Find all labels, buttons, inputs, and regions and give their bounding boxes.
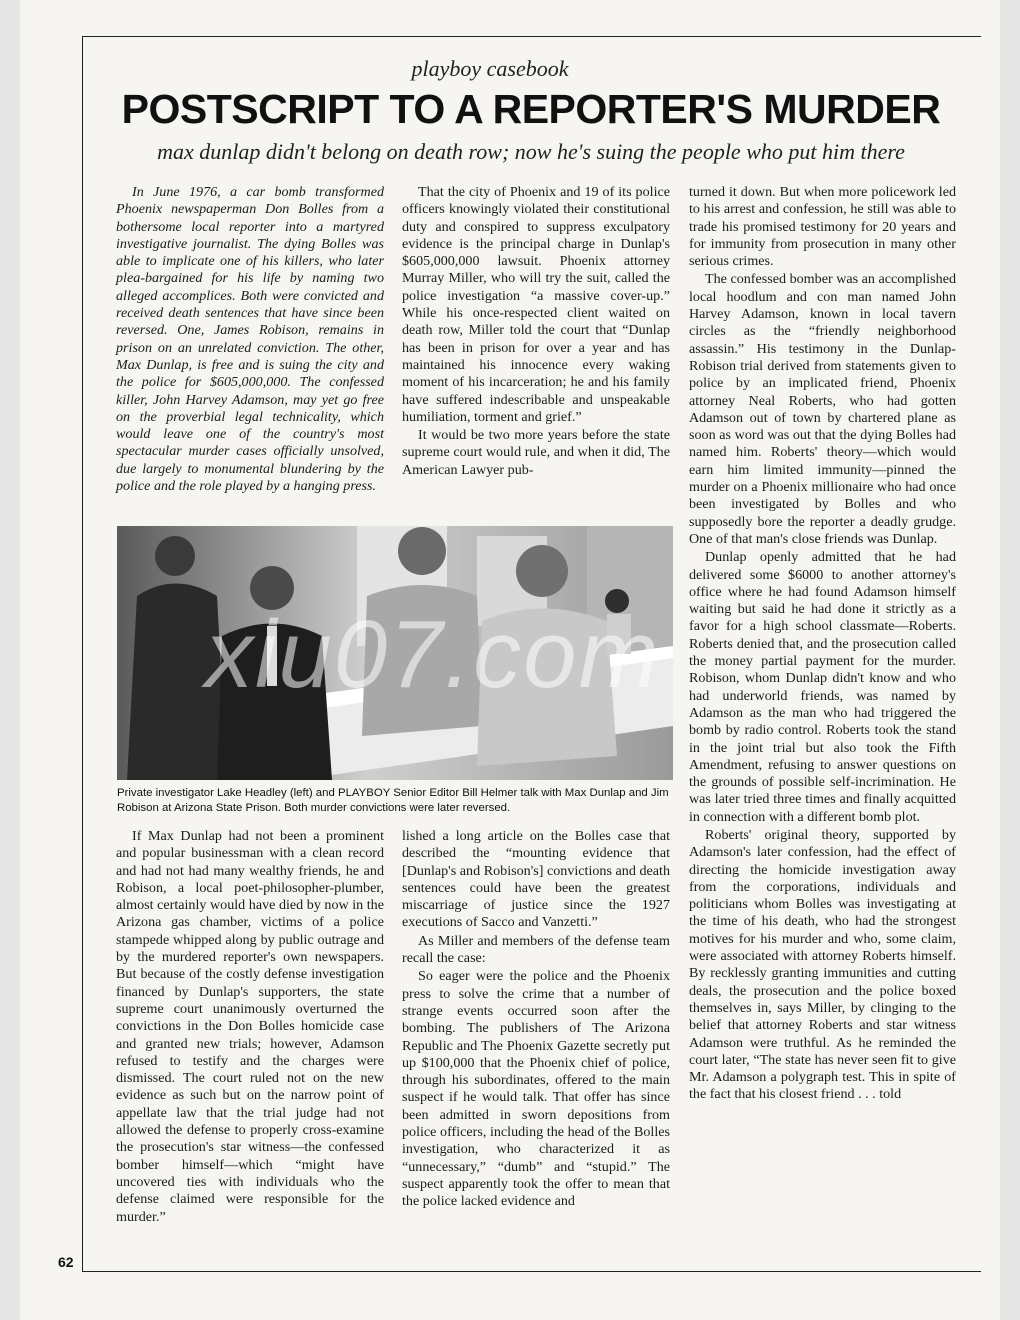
page-number: 62	[58, 1254, 74, 1270]
body-paragraph: The confessed bomber was an accomplished local hoodlum and con man named John Harvey Adamson, known in local tavern circles as the “friendly neighborhood assassin.” His testimony in the Dunlap-Robison trial derived from statements given to police by an implicated friend, Phoenix attorney Neal Roberts, who had gotten Adamson out of town by chartered plane as soon as word was out that the dying Bolles had named him. Roberts' theory—which would earn him limited immunity—pinned the murder on a Phoenix millionaire who had once been investigated by Bolles and who supposedly bore the reporter a deadly grudge. One of that man's close friends was Dunlap.	[689, 271, 956, 547]
photo-caption: Private investigator Lake Headley (left) and PLAYBOY Senior Editor Bill Helmer talk with Max Dunlap and Jim Robison at Arizona State Prison. Both murder convictions were later reversed.	[117, 787, 669, 814]
body-paragraph: turned it down. But when more policework led to his arrest and confession, he still was able to trade his promised testimony for 20 years and for immunity from prosecution in many other serious crimes.	[689, 184, 956, 270]
photo-illustration	[117, 526, 673, 780]
intro-paragraph: In June 1976, a car bomb transformed Phoenix newspaperman Don Bolles from a bothersome local reporter into a martyred investigative journalist. The dying Bolles was able to implicate one of his killers, who later plea-bargained for his life by naming two alleged accomplices. Both were convicted and received death sentences that have since been reversed. One, James Robison, remains in prison on an unrelated conviction. The other, Max Dunlap, is free and is suing the city and the police for $605,000,000. The confessed killer, John Harvey Adamson, may yet go free on the proverbial legal technicality, which would leave one of the country's most spectacular murder cases officially unsolved, due largely to monumental blundering by the police and the role played by a hanging press.	[116, 184, 384, 495]
column-1-bottom	[116, 828, 384, 1226]
body-paragraph: lished a long article on the Bolles case that described the “mounting evidence that [Dunlap's and Robison's] convictions and death sentences could have been the greatest miscarriage of justice since the 1927 executions of Sacco and Vanzetti.”	[402, 828, 670, 931]
article-headline: POSTSCRIPT TO A REPORTER'S MURDER	[121, 86, 941, 132]
section-kicker: playboy casebook	[411, 56, 569, 81]
body-paragraph: Roberts' original theory, supported by Adamson's later confession, had the effect of directing the homicide investigation away from the corporations, individuals and politicians whom Bolles was investigating at the time of his death, who had the strongest motives for his murder and who, some claim, were associated with attorney Roberts himself. By recklessly granting immunities and cutting deals, the prosecution and the police boxed themselves in, says Miller, by clinging to the belief that attorney Roberts and star witness Adamson were truthful. As he reminded the court later, “The state has never seen fit to give Mr. Adamson a polygraph test. This in spite of the fact that his closest friend . . . told	[689, 826, 956, 1103]
column-2-top	[402, 184, 670, 479]
column-3	[689, 184, 956, 1104]
article-deck: max dunlap didn't belong on death row; now he's suing the people who put him there	[157, 139, 905, 164]
article-photo	[117, 526, 673, 780]
column-2-bottom	[402, 828, 670, 1211]
body-paragraph: If Max Dunlap had not been a prominent and popular businessman with a clean record and had not had many wealthy friends, he and Robison, a local poet-philosopher-plumber, almost certainly would have died by now in the Arizona gas chamber, victims of a police stampede whipped along by public outrage and by the murdered reporter's own newspapers. But because of the costly defense investigation financed by Dunlap's supporters, the state supreme court unanimously overturned the convictions in the Don Bolles homicide case and granted new trials; however, Adamson refused to testify and the charges were dismissed. The court ruled not on the new evidence as such but on the narrow point of appellate law that the trial judge had not allowed the defense to properly cross-examine the prosecution's star witness—the confessed bomber himself—which “might have uncovered ties with individuals who the defense claimed were responsible for the murder.”	[116, 828, 384, 1225]
watermark-text: xiu07.com	[205, 601, 661, 708]
column-1-top	[116, 184, 384, 495]
body-paragraph: That the city of Phoenix and 19 of its police officers knowingly violated their constitutional duty and conspired to suppress exculpatory evidence is the principal charge in Dunlap's $605,000,000 lawsuit. Phoenix attorney Murray Miller, who will try the suit, called the police investigation “a massive cover-up.” While his once-respected client waited on death row, Miller told the court that “Dunlap has been in prison for over a year and has maintained his innocence every waking moment of his incarceration; he and his family have suffered indescribable and unspeakable humiliation, torment and grief.”	[402, 184, 670, 425]
body-paragraph: So eager were the police and the Phoenix press to solve the crime that a number of strange events occurred soon after the bombing. The publishers of The Arizona Republic and The Phoenix Gazette secretly put up $100,000 that the Phoenix chief of police, through his subordinates, offered to the main suspect if he would talk. That offer has since been admitted in sworn depositions from police officers, including the head of the Bolles investigation, who characterized it as “unnecessary,” “dumb” and “stupid.” The suspect apparently took the offer to mean that the police lacked evidence and	[402, 968, 670, 1210]
body-paragraph: As Miller and members of the defense team recall the case:	[402, 932, 670, 967]
body-paragraph: It would be two more years before the state supreme court would rule, and when it did, The American Lawyer pub-	[402, 427, 670, 478]
body-paragraph: Dunlap openly admitted that he had delivered some $6000 to another attorney's office where he had found Adamson himself waiting but said he had done it strictly as a favor for a high school classmate—Roberts. Roberts denied that, and the prosecution called the money partial payment for the murder. Robison, whom Dunlap didn't know and who had underworld friends, was named by Adamson as the man who had triggered the bomb by radio control. Roberts took the stand in the joint trial but also took the Fifth Amendment, refusing to answer questions on the grounds of possible self-incrimination. He was later tried three times and finally acquitted in connection with a different bomb plot.	[689, 549, 956, 825]
